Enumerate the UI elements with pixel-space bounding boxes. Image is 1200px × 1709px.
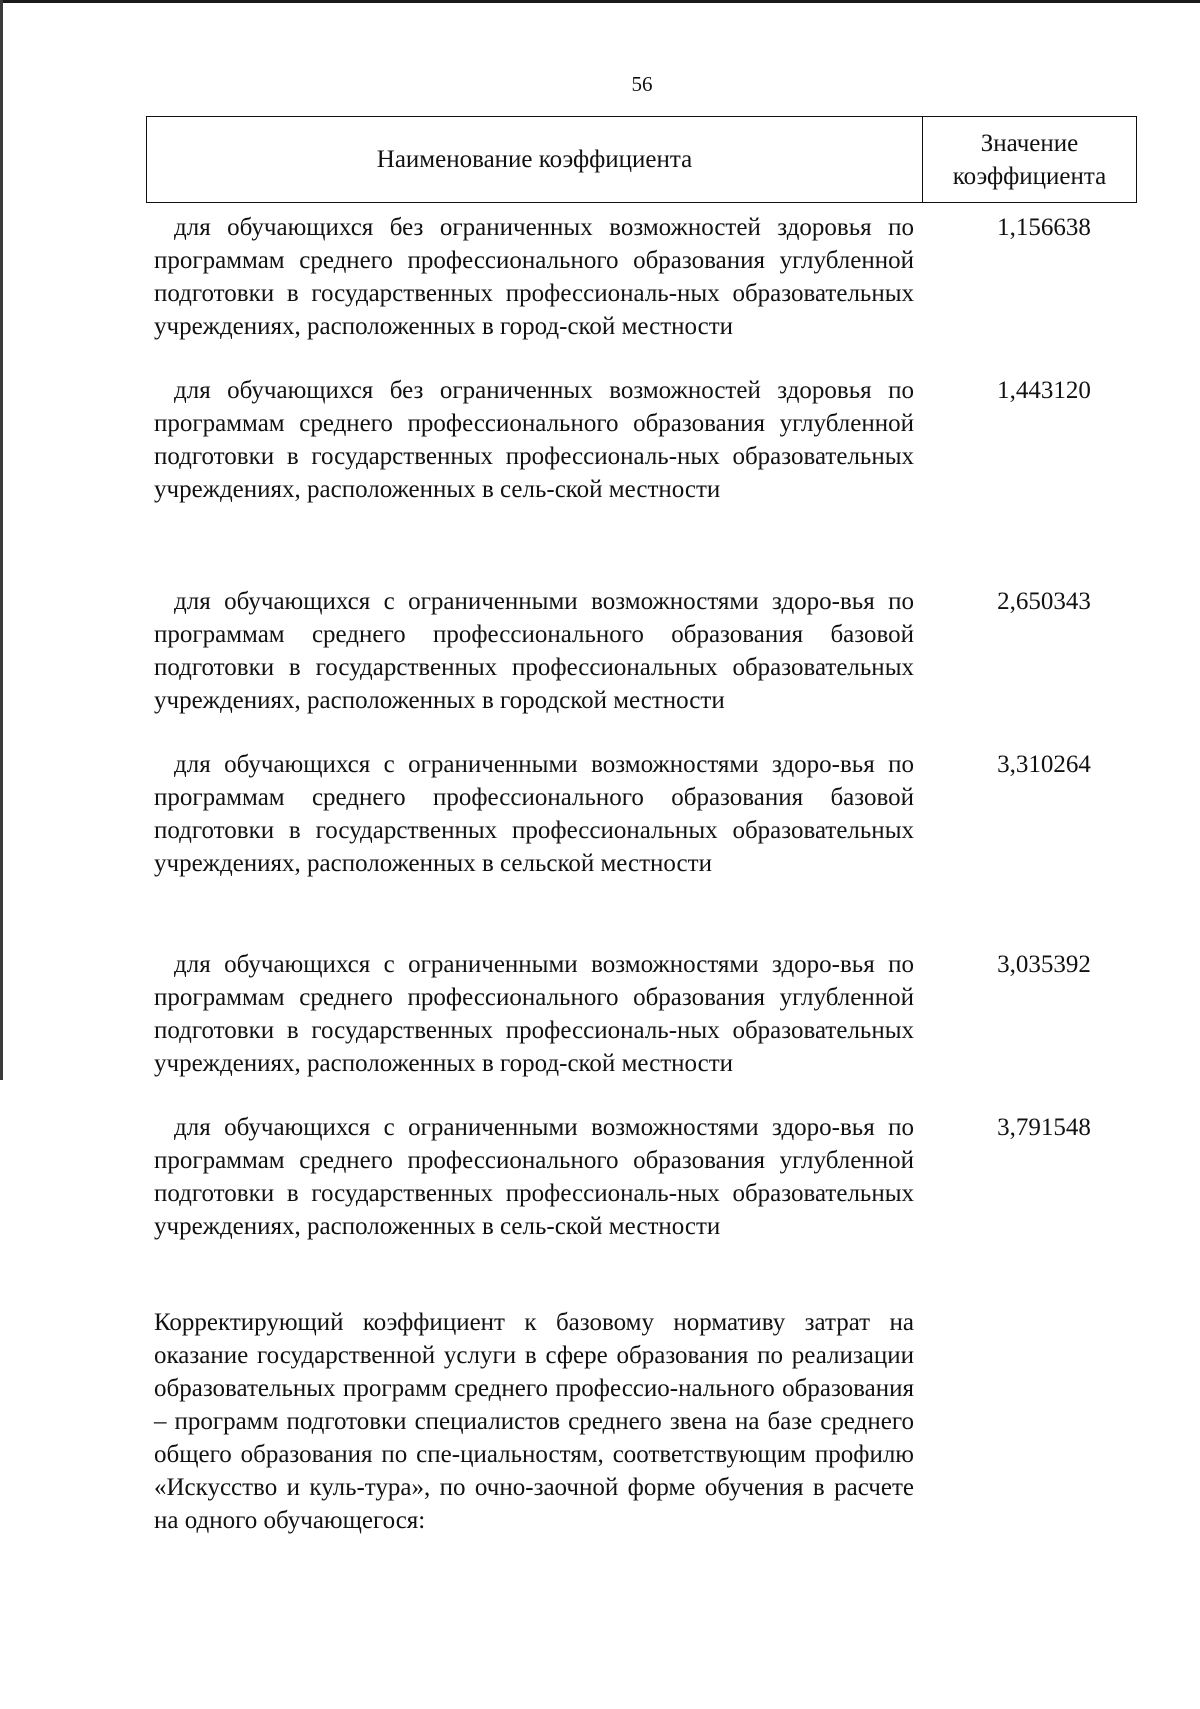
row-description: для обучающихся без ограниченных возможностей здоровья по программам среднего профессионального образования углубленной подготовки в государственных профессиональ-ных образовательных учреждениях, расположенных в сель-ской местности — [154, 377, 914, 503]
row-description: для обучающихся с ограниченными возможностями здоро-вья по программам среднего профессионального образования углубленной подготовки в государственных профессиональ-ных образовательных учреждениях, расположенных в город-ской местности — [154, 951, 914, 1077]
row-value: 3,035392 — [997, 951, 1091, 978]
row-value: 2,650343 — [997, 588, 1091, 615]
column-header-value: Значение коэффициента — [952, 129, 1107, 190]
row-value: 1,443120 — [997, 377, 1091, 404]
page-edge-top — [0, 0, 1200, 3]
row-value: 3,791548 — [997, 1114, 1091, 1141]
row-description: для обучающихся без ограниченных возможностей здоровья по программам среднего профессионального образования углубленной подготовки в государственных профессиональ-ных образовательных учреждениях, расположенных в город-ской местности — [154, 214, 914, 340]
row-value: 3,310264 — [997, 751, 1091, 778]
page-edge-left — [0, 0, 3, 1080]
row-description: для обучающихся с ограниченными возможностями здоро-вья по программам среднего профессионального образования базовой подготовки в государственных профессиональных образовательных учреждениях, расположенных в городской местности — [154, 588, 914, 714]
closing-paragraph: Корректирующий коэффициент к базовому нормативу затрат на оказание государственной услуги в сфере образования по реализации образовательных программ среднего профессио-нального образования – программ подготовки специалистов среднего звена на базе среднего общего образования по спе-циальностям, соответствующим профилю «Искусство и куль-тура», по очно-заочной форме обучения в расчете на одного обучающегося: — [154, 1309, 914, 1534]
table-header — [146, 116, 1137, 203]
row-value: 1,156638 — [997, 214, 1091, 241]
row-description: для обучающихся с ограниченными возможностями здоро-вья по программам среднего профессионального образования углубленной подготовки в государственных профессиональ-ных образовательных учреждениях, расположенных в сель-ской местности — [154, 1114, 914, 1240]
page-number: 56 — [631, 72, 653, 96]
column-header-name: Наименование коэффициента — [147, 117, 923, 202]
row-description: для обучающихся с ограниченными возможностями здоро-вья по программам среднего профессионального образования базовой подготовки в государственных профессиональных образовательных учреждениях, расположенных в сельской местности — [154, 751, 914, 877]
